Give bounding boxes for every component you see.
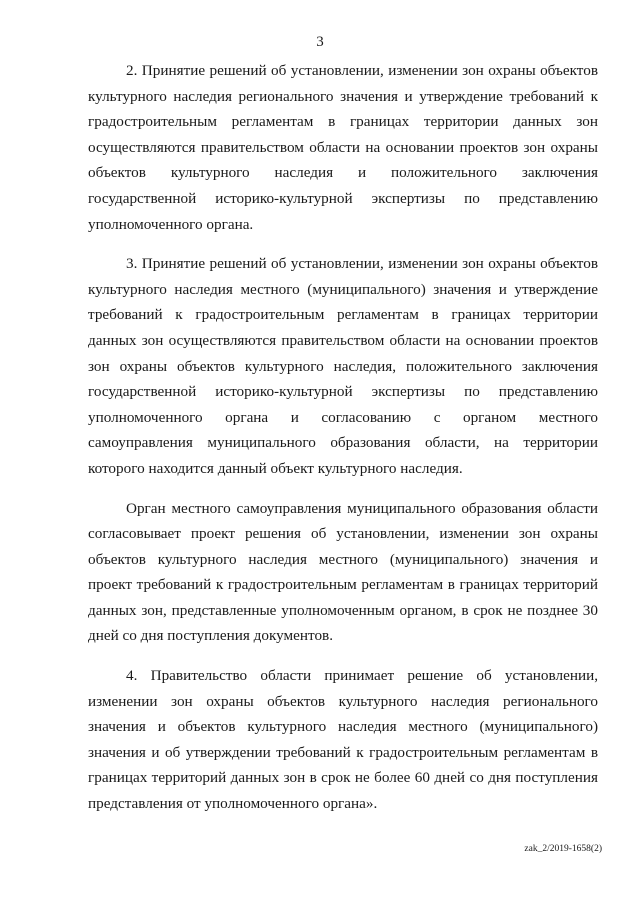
paragraph-4 [88,663,598,817]
text-line: уполномоченного органа. [88,215,254,233]
text-line: границах территорий данных зон в срок не более 60 дней со дня поступления [88,769,598,787]
text-line: проект требований к градостроительным регламентам в границах территорий [88,576,598,594]
text-line: значения и объектов культурного наследия местного (муниципального) [88,718,598,736]
text-line: Орган местного самоуправления муниципального образования области [126,499,598,517]
text-line: осуществляются правительством области на основании проектов зон охраны [88,138,598,156]
text-line: данных зон осуществляются правительством области на основании проектов [88,331,598,349]
text-line: объектов культурного наследия и положительного заключения [88,164,598,182]
text-line: которого находится данный объект культурного наследия. [88,459,463,477]
paragraph-2 [88,58,598,237]
text-line: представления от уполномоченного органа». [88,795,378,813]
text-line: самоуправления муниципального образования области, на территории [88,434,598,452]
text-line: требований к градостроительным регламентам в границах территории [88,306,598,324]
text-line: дней со дня поступления документов. [88,627,334,645]
text-line: культурного наследия регионального значения и утверждение требований к [88,87,598,105]
text-line: 2. Принятие решений об установлении, изменении зон охраны объектов [126,62,598,79]
text-line: уполномоченного органа и согласованию с органом местного [88,408,598,426]
document-code: zak_2/2019-1658(2) [524,844,602,854]
text-line: зон охраны объектов культурного наследия, положительного заключения [88,357,598,375]
paragraph-local-authority [88,496,598,650]
text-line: государственной историко-культурной экспертизы по представлению [88,189,598,207]
document-body [88,58,598,831]
text-line: объектов культурного наследия местного (муниципального) значения и [88,550,598,568]
text-line: значения и об утверждении требований к градостроительным регламентам в [88,743,598,761]
text-line: изменении зон охраны объектов культурного наследия регионального [88,692,598,710]
text-line: согласовывает проект решения об установлении, изменении зон охраны [88,525,598,543]
text-line: государственной историко-культурной экспертизы по представлению [88,383,598,401]
text-line: данных зон, представленные уполномоченным органом, в срок не позднее 30 [88,601,598,619]
page-number: 3 [316,34,324,50]
text-line: 4. Правительство области принимает решение об установлении, [126,667,598,685]
paragraph-3 [88,251,598,481]
text-line: градостроительным регламентам в границах территории данных зон [88,113,598,131]
text-line: культурного наследия местного (муниципального) значения и утверждение [88,280,598,298]
text-line: 3. Принятие решений об установлении, изменении зон охраны объектов [126,255,598,273]
